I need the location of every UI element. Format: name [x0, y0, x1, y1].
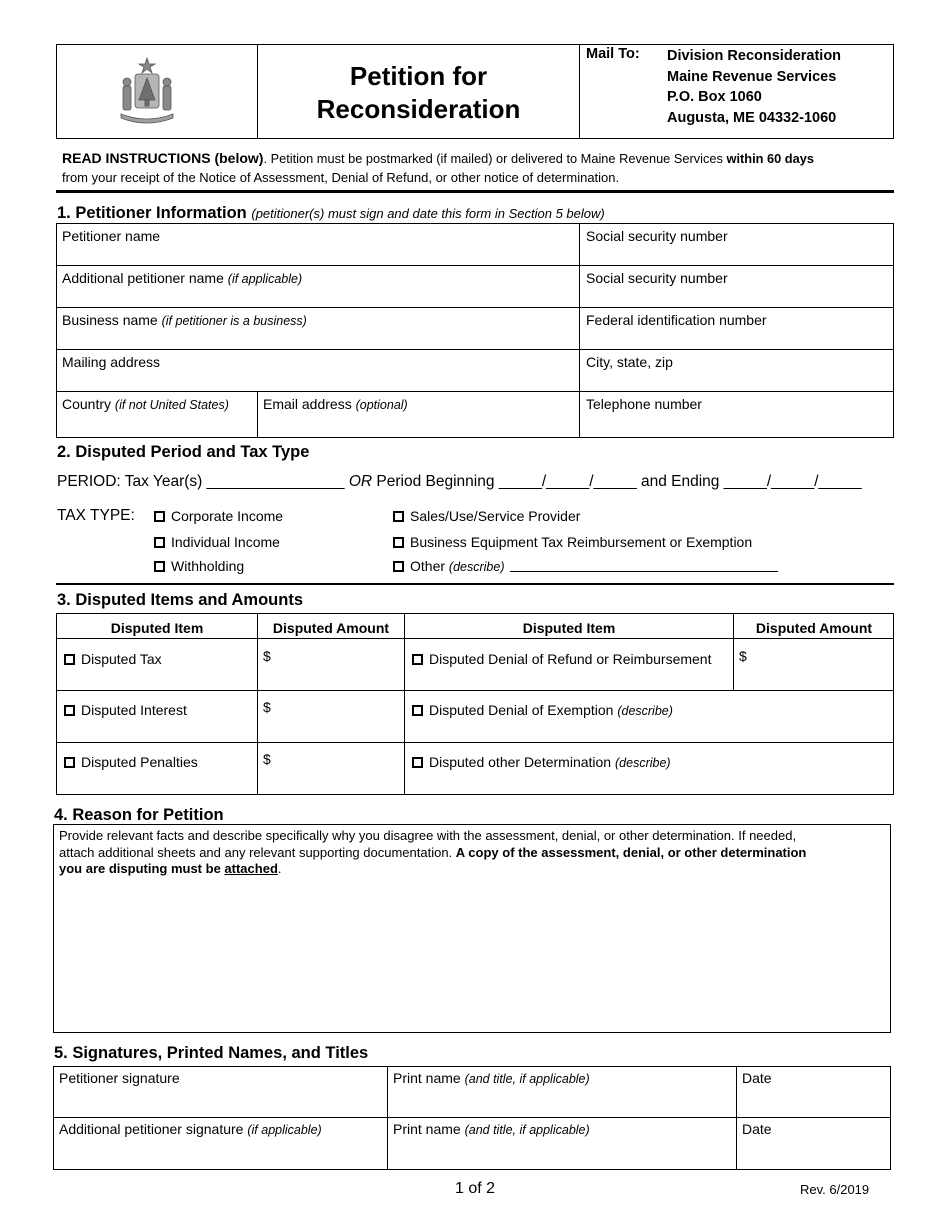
checkbox-disputed-exemption[interactable]: Disputed Denial of Exemption (describe)	[412, 702, 673, 718]
fein-field[interactable]: Federal identification number	[586, 312, 767, 328]
reason-instructions: Provide relevant facts and describe specifically why you disagree with the assessment, denial, or other determination. If needed, attach additional sheets and any relevant supporting documentation. A copy of the assessment, denial, or other determination you are disputing must be attached.	[59, 828, 807, 876]
checkbox-bete[interactable]: Business Equipment Tax Reimbursement or Exemption	[393, 534, 752, 550]
section1-title: 1. Petitioner Information (petitioner(s) must sign and date this form in Section 5 below)	[57, 204, 605, 222]
col-header-disputed-item-1: Disputed Item	[110, 620, 204, 636]
print-name-field-1[interactable]: Print name (and title, if applicable)	[393, 1070, 590, 1086]
checkbox-corporate-income[interactable]: Corporate Income	[154, 508, 283, 524]
checkbox-sales-use[interactable]: Sales/Use/Service Provider	[393, 508, 580, 524]
ssn-field-2[interactable]: Social security number	[586, 270, 728, 286]
mail-address: Division Reconsideration Maine Revenue Services P.O. Box 1060 Augusta, ME 04332-1060	[667, 48, 842, 126]
section5-title: 5. Signatures, Printed Names, and Titles	[54, 1044, 369, 1062]
ssn-field-1[interactable]: Social security number	[586, 228, 728, 244]
section3-title: 3. Disputed Items and Amounts	[57, 591, 304, 609]
amount-disputed-tax[interactable]: $	[263, 648, 271, 664]
petitioner-name-field[interactable]: Petitioner name	[62, 228, 161, 244]
divider-section2	[56, 583, 894, 585]
country-field[interactable]: Country (if not United States)	[62, 396, 229, 412]
checkbox-disputed-interest[interactable]: Disputed Interest	[64, 702, 187, 718]
section2-title: 2. Disputed Period and Tax Type	[57, 443, 310, 461]
amount-disputed-penalties[interactable]: $	[263, 751, 271, 767]
page-number: 1 of 2	[454, 1180, 496, 1197]
section4-title: 4. Reason for Petition	[54, 806, 224, 824]
mailing-address-field[interactable]: Mailing address	[62, 354, 161, 370]
mail-to-label: Mail To:	[586, 46, 640, 62]
business-name-field[interactable]: Business name (if petitioner is a business)	[62, 312, 307, 328]
date-field-2[interactable]: Date	[742, 1121, 772, 1137]
checkbox-withholding[interactable]: Withholding	[154, 558, 244, 574]
col-header-disputed-item-2: Disputed Item	[522, 620, 616, 636]
checkbox-disputed-tax[interactable]: Disputed Tax	[64, 651, 162, 667]
checkbox-disputed-penalties[interactable]: Disputed Penalties	[64, 754, 198, 770]
checkbox-individual-income[interactable]: Individual Income	[154, 534, 280, 550]
amount-disputed-refund[interactable]: $	[739, 648, 747, 664]
revision-date: Rev. 6/2019	[800, 1182, 870, 1197]
print-name-field-2[interactable]: Print name (and title, if applicable)	[393, 1121, 590, 1137]
petitioner-signature-field[interactable]: Petitioner signature	[59, 1070, 180, 1086]
maine-seal-logo	[115, 56, 179, 126]
email-field[interactable]: Email address (optional)	[263, 396, 408, 412]
additional-petitioner-name-field[interactable]: Additional petitioner name (if applicable)	[62, 270, 303, 286]
amount-disputed-interest[interactable]: $	[263, 699, 271, 715]
period-line[interactable]: PERIOD: Tax Year(s) ________________ OR Period Beginning _____/_____/_____ and Ending _____/_____/_____	[57, 473, 862, 490]
page-title: Petition for Reconsideration	[316, 61, 521, 124]
col-header-disputed-amount-2: Disputed Amount	[755, 620, 873, 636]
col-header-disputed-amount-1: Disputed Amount	[272, 620, 390, 636]
instructions: READ INSTRUCTIONS (below). Petition must be postmarked (if mailed) or delivered to Maine Revenue Services within 60 days from your receipt of the Notice of Assessment, Denial of Refund, or other notice of determination.	[62, 150, 814, 185]
checkbox-disputed-refund[interactable]: Disputed Denial of Refund or Reimbursement	[412, 651, 711, 667]
checkbox-other[interactable]: Other (describe)	[393, 558, 504, 574]
telephone-field[interactable]: Telephone number	[586, 396, 702, 412]
date-field-1[interactable]: Date	[742, 1070, 772, 1086]
other-describe-line[interactable]	[510, 571, 778, 572]
additional-signature-field[interactable]: Additional petitioner signature (if applicable)	[59, 1121, 322, 1137]
tax-type-label: TAX TYPE:	[57, 507, 135, 524]
checkbox-disputed-other-determination[interactable]: Disputed other Determination (describe)	[412, 754, 671, 770]
city-state-zip-field[interactable]: City, state, zip	[586, 354, 673, 370]
divider-thick	[56, 190, 894, 193]
